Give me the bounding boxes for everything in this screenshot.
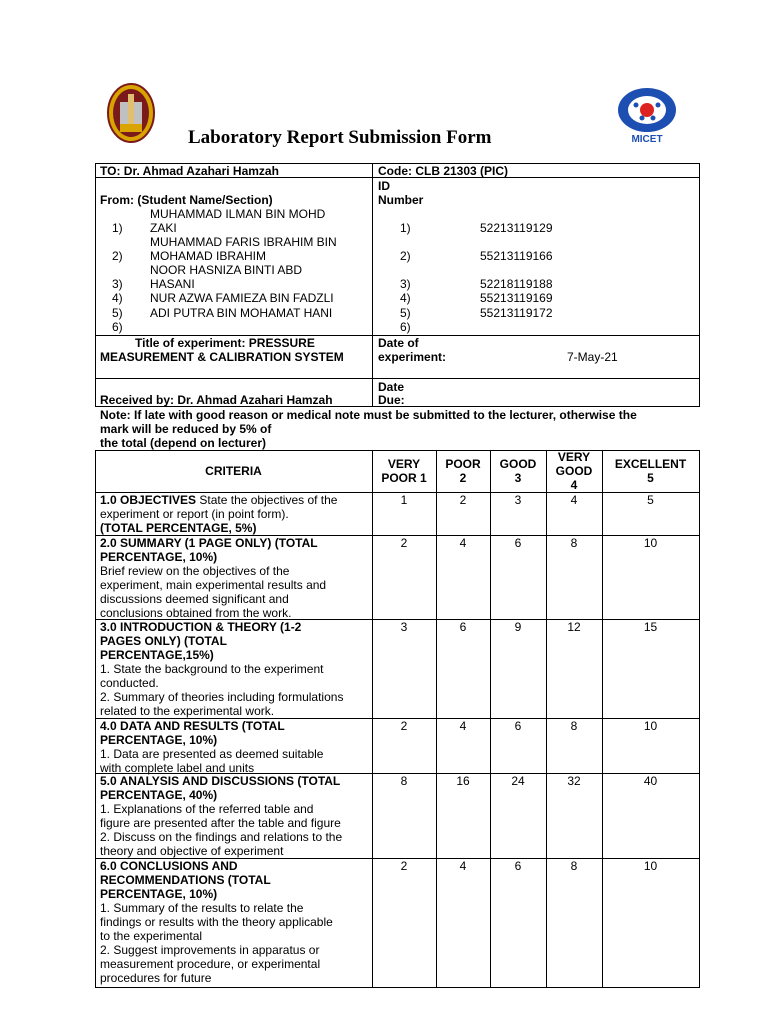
criteria-line: [100, 719, 369, 733]
score-cell: 32: [567, 774, 581, 788]
criteria-line: [100, 816, 369, 830]
criteria-text: conclusions obtained from the work.: [100, 606, 292, 620]
criteria-cell: [100, 620, 369, 718]
micet-logo-text: MICET: [631, 134, 663, 144]
form-title: Laboratory Report Submission Form: [188, 127, 492, 148]
header-poor: [436, 457, 490, 485]
criteria-heading: PERCENTAGE, 10%): [100, 733, 218, 747]
criteria-line: [100, 887, 369, 901]
score-cell: 4: [570, 493, 578, 507]
criteria-line: [100, 634, 369, 648]
score-cell: 15: [643, 620, 658, 634]
date-due-label: Date: [378, 380, 405, 394]
header-criteria: [95, 464, 372, 478]
criteria-text: figure are presented after the table and figure: [100, 816, 341, 830]
score-cell: 10: [643, 536, 658, 550]
score-cell: 10: [643, 719, 658, 733]
score-cell: 2: [400, 859, 408, 873]
score-cell: 12: [567, 620, 581, 634]
score-cell: 8: [570, 536, 578, 550]
late-note-line-2: mark will be reduced by 5% of: [100, 422, 272, 436]
from-label: From: (Student Name/Section): [100, 193, 273, 207]
score-cell: 1: [400, 493, 408, 507]
student-4-no: 4): [112, 291, 123, 305]
score-cell: 6: [514, 536, 522, 550]
criteria-text: with complete label and units: [100, 761, 255, 775]
criteria-text: procedures for future: [100, 971, 212, 985]
id-label: ID: [378, 179, 390, 193]
criteria-cell: [100, 493, 369, 535]
header-very-good-line: VERY: [557, 450, 591, 464]
criteria-line: [100, 943, 369, 957]
criteria-heading: 2.0 SUMMARY (1 PAGE ONLY) (TOTAL: [100, 536, 318, 550]
criteria-line: [100, 620, 369, 634]
header-good-line: 3: [514, 471, 522, 485]
score-cell: 8: [570, 719, 578, 733]
score-cell: 8: [400, 774, 408, 788]
criteria-line: [100, 507, 369, 521]
criteria-line: [100, 929, 369, 943]
criteria-line: [100, 592, 369, 606]
score-cell: 8: [570, 859, 578, 873]
id-2-no: 2): [400, 249, 411, 263]
criteria-line: [100, 493, 369, 507]
criteria-heading: PERCENTAGE,15%): [100, 648, 214, 662]
to-field: TO: Dr. Ahmad Azahari Hamzah: [100, 164, 279, 178]
score-cell: 9: [514, 620, 522, 634]
criteria-text: 1. Data are presented as deemed suitable: [100, 747, 324, 761]
criteria-line: [100, 578, 369, 592]
score-cell: 2: [400, 719, 408, 733]
score-cell: 4: [459, 719, 467, 733]
score-cell: 24: [511, 774, 525, 788]
criteria-heading: 5.0 ANALYSIS AND DISCUSSIONS (TOTAL: [100, 774, 341, 788]
header-good-line: GOOD: [499, 457, 537, 471]
id-1-no: 1): [400, 221, 411, 235]
student-1-no: 1): [112, 221, 123, 235]
criteria-line: [100, 844, 369, 858]
criteria-line: [100, 536, 369, 550]
table-rule: [95, 450, 96, 987]
criteria-heading: PERCENTAGE, 10%): [100, 550, 218, 564]
criteria-cell: [100, 859, 369, 985]
late-note-line-3: the total (depend on lecturer): [100, 436, 267, 450]
criteria-line: [100, 971, 369, 985]
header-poor-line: POOR: [445, 457, 481, 471]
score-cell: 6: [514, 859, 522, 873]
criteria-line: [100, 676, 369, 690]
criteria-text: findings or results with the theory applicable: [100, 915, 333, 929]
criteria-text: 2. Discuss on the findings and relations to the: [100, 830, 343, 844]
table-rule: [95, 450, 700, 451]
criteria-line: [100, 550, 369, 564]
criteria-line: [100, 648, 369, 662]
student-2-id: 55213119166: [480, 249, 553, 263]
micet-logo: [616, 86, 678, 144]
header-excellent: [602, 457, 699, 485]
header-poor-line: 2: [459, 471, 467, 485]
criteria-heading: PERCENTAGE, 10%): [100, 887, 218, 901]
header-very-poor: [372, 457, 436, 485]
header-criteria-line: CRITERIA: [205, 464, 262, 478]
criteria-cell: [100, 719, 369, 775]
criteria-text: experiment or report (in point form).: [100, 507, 289, 521]
student-1-name: MUHAMMAD ILMAN BIN MOHD: [150, 207, 326, 221]
criteria-heading: 1.0 OBJECTIVES: [100, 493, 197, 507]
criteria-line: [100, 662, 369, 676]
score-cell: 6: [459, 620, 467, 634]
criteria-heading: 4.0 DATA AND RESULTS (TOTAL: [100, 719, 285, 733]
student-2-name: MUHAMMAD FARIS IBRAHIM BIN: [150, 235, 337, 249]
criteria-text: experiment, main experimental results and: [100, 578, 327, 592]
date-of-experiment-label: Date of: [378, 336, 419, 350]
criteria-text: to the experimental: [100, 929, 203, 943]
criteria-line: [100, 521, 369, 535]
date-due-label-cont: Due:: [378, 393, 405, 407]
criteria-heading: PERCENTAGE, 40%): [100, 788, 218, 802]
criteria-line: [100, 802, 369, 816]
date-of-experiment-label-cont: experiment:: [378, 350, 447, 364]
student-3-no: 3): [112, 277, 123, 291]
score-cell: 4: [459, 859, 467, 873]
experiment-title-line-2: MEASUREMENT & CALIBRATION SYSTEM: [100, 350, 344, 364]
table-rule: [95, 987, 700, 988]
criteria-heading: (TOTAL PERCENTAGE, 5%): [100, 521, 257, 535]
criteria-text: 2. Summary of theories including formulations: [100, 690, 344, 704]
criteria-text: related to the experimental work.: [100, 704, 275, 718]
criteria-line: [100, 733, 369, 747]
student-5-no: 5): [112, 306, 123, 320]
student-1-id: 52213119129: [480, 221, 553, 235]
criteria-heading: PAGES ONLY) (TOTAL: [100, 634, 227, 648]
student-3-name: NOOR HASNIZA BINTI ABD: [150, 263, 303, 277]
criteria-line: [100, 690, 369, 704]
score-cell: 4: [459, 536, 467, 550]
student-2-no: 2): [112, 249, 123, 263]
criteria-text: measurement procedure, or experimental: [100, 957, 321, 971]
course-code: Code: CLB 21303 (PIC): [378, 164, 509, 178]
criteria-line: [100, 564, 369, 578]
criteria-line: [100, 774, 369, 788]
criteria-heading: 6.0 CONCLUSIONS AND: [100, 859, 238, 873]
criteria-line: [100, 915, 369, 929]
criteria-text: 1. State the background to the experiment: [100, 662, 324, 676]
criteria-heading: 3.0 INTRODUCTION & THEORY (1-2: [100, 620, 302, 634]
student-4-name: NUR AZWA FAMIEZA BIN FADZLI: [150, 291, 334, 305]
header-excellent-line: EXCELLENT: [614, 457, 687, 471]
id-5-no: 5): [400, 306, 411, 320]
student-5-id: 55213119172: [480, 306, 553, 320]
criteria-line: [100, 830, 369, 844]
score-cell: 3: [400, 620, 408, 634]
score-cell: 3: [514, 493, 522, 507]
header-good: [490, 457, 546, 485]
criteria-text: 1. Summary of the results to relate the: [100, 901, 304, 915]
header-excellent-line: 5: [647, 471, 654, 485]
score-cell: 2: [400, 536, 408, 550]
criteria-cell: [100, 536, 369, 620]
criteria-line: [100, 788, 369, 802]
table-rule: [699, 450, 700, 987]
student-6-no: 6): [112, 320, 123, 334]
id-number-label: Number: [378, 193, 424, 207]
student-3-name-cont: HASANI: [150, 277, 195, 291]
header-very-good-line: 4: [570, 478, 578, 492]
criteria-heading: RECOMMENDATIONS (TOTAL: [100, 873, 271, 887]
criteria-line: [100, 747, 369, 761]
criteria-text: discussions deemed significant and: [100, 592, 289, 606]
criteria-text: theory and objective of experiment: [100, 844, 284, 858]
student-4-id: 55213119169: [480, 291, 553, 305]
header-very-poor-line: POOR 1: [381, 471, 427, 485]
id-4-no: 4): [400, 291, 411, 305]
criteria-text: 2. Suggest improvements in apparatus or: [100, 943, 320, 957]
criteria-line: [100, 873, 369, 887]
late-note-line-1: Note: If late with good reason or medical note must be submitted to the lecturer, otherwise the: [100, 408, 637, 422]
header-very-good: [546, 450, 602, 492]
header-very-good-line: GOOD: [555, 464, 593, 478]
criteria-line: [100, 606, 369, 620]
score-cell: 2: [459, 493, 467, 507]
student-2-name-cont: MOHAMAD IBRAHIM: [150, 249, 267, 263]
header-very-poor-line: VERY: [387, 457, 421, 471]
student-1-name-cont: ZAKI: [150, 221, 177, 235]
criteria-line: [100, 859, 369, 873]
student-3-id: 52218119188: [480, 277, 553, 291]
score-cell: 5: [647, 493, 654, 507]
score-cell: 6: [514, 719, 522, 733]
score-cell: 16: [456, 774, 470, 788]
criteria-text: State the objectives of the: [196, 493, 338, 507]
university-crest-logo: [106, 82, 156, 144]
id-3-no: 3): [400, 277, 411, 291]
criteria-text: conducted.: [100, 676, 159, 690]
score-cell: 10: [643, 859, 658, 873]
id-6-no: 6): [400, 320, 411, 334]
student-5-name: ADI PUTRA BIN MOHAMAT HANI: [150, 306, 333, 320]
criteria-line: [100, 901, 369, 915]
criteria-line: [100, 957, 369, 971]
criteria-text: 1. Explanations of the referred table and: [100, 802, 314, 816]
criteria-line: [100, 761, 369, 775]
date-of-experiment-value: 7-May-21: [567, 350, 618, 364]
criteria-cell: [100, 774, 369, 858]
experiment-title-line-1: Title of experiment: PRESSURE: [135, 336, 315, 350]
criteria-text: Brief review on the objectives of the: [100, 564, 290, 578]
received-by: Received by: Dr. Ahmad Azahari Hamzah: [100, 393, 333, 407]
score-cell: 40: [643, 774, 658, 788]
criteria-line: [100, 704, 369, 718]
